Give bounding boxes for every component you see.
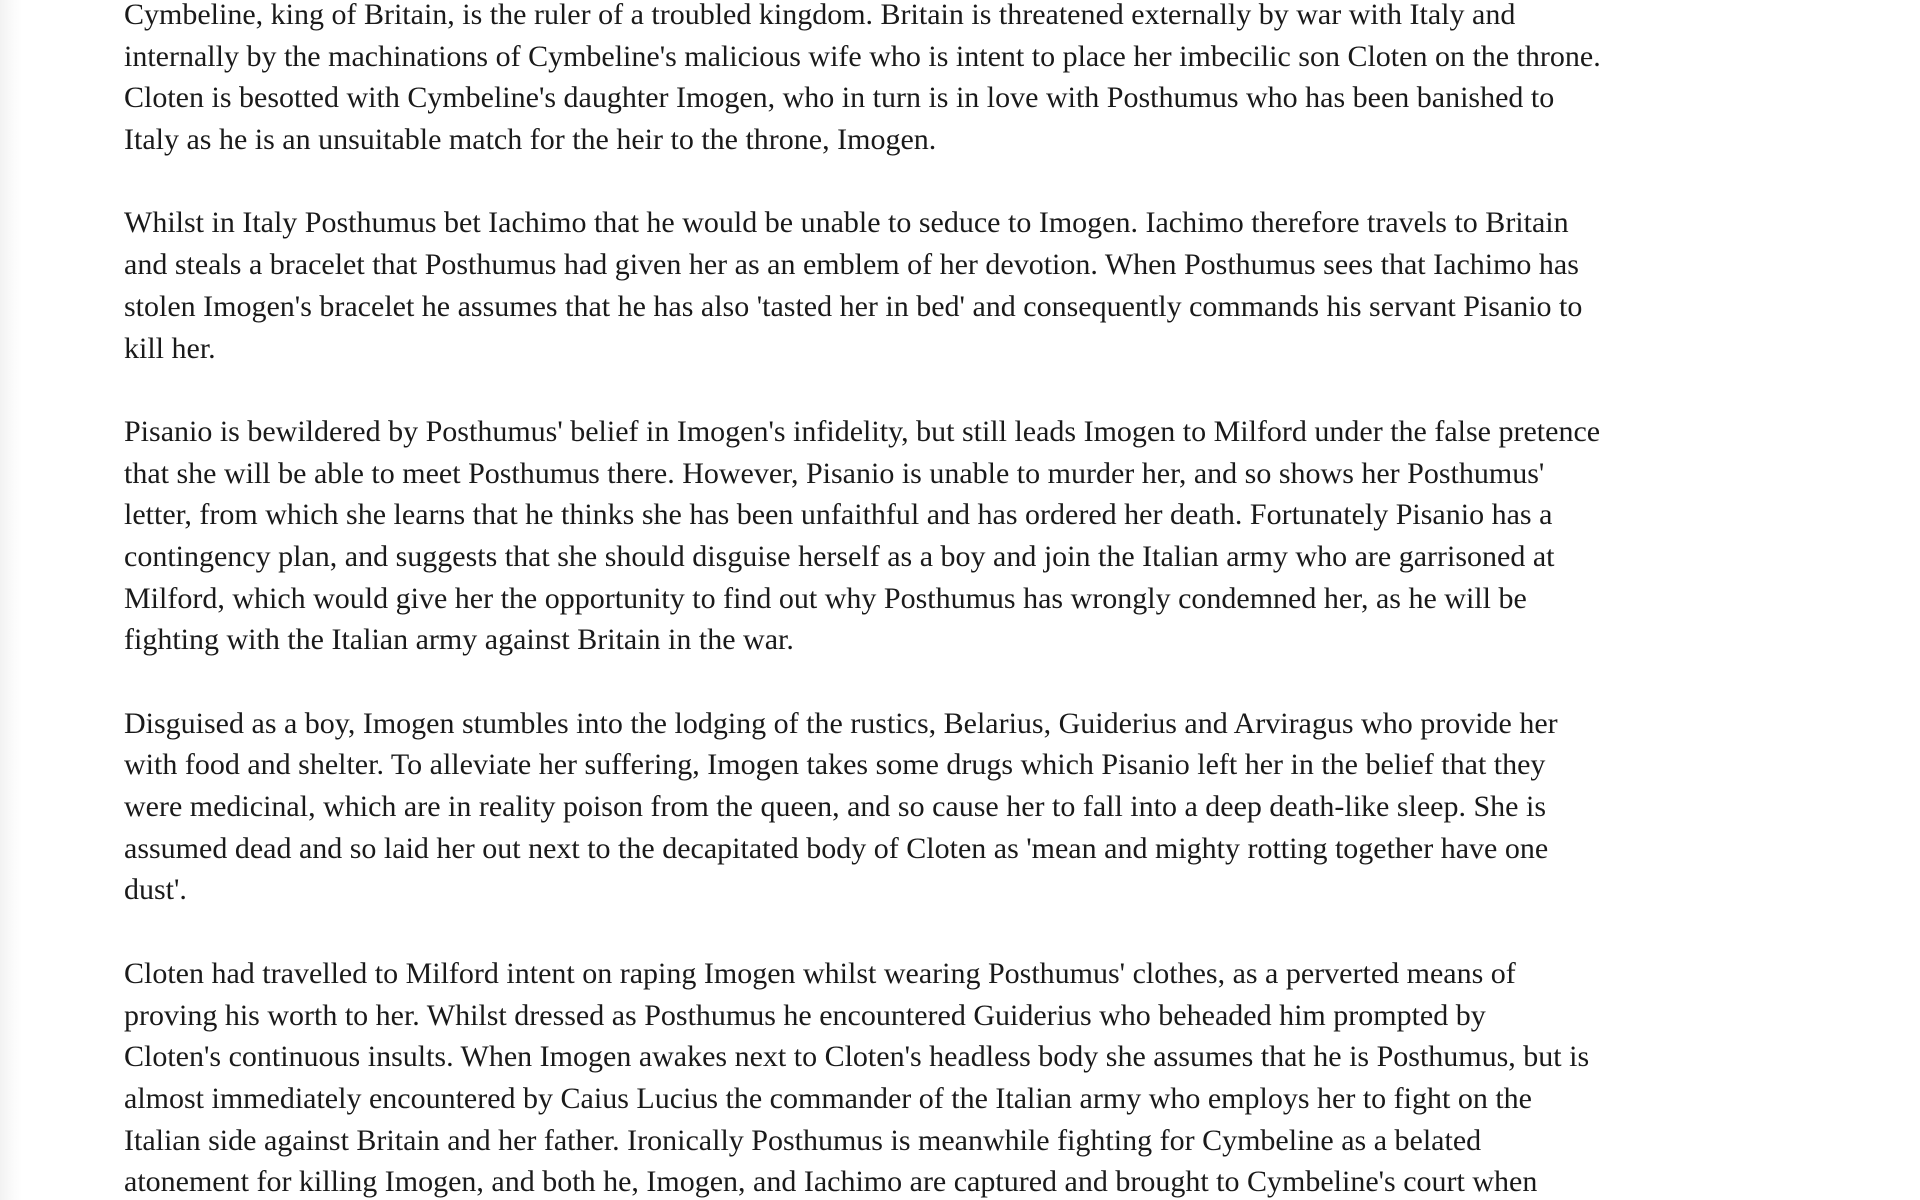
paragraph	[124, 0, 1904, 161]
text-line: Milford, which would give her the opportunity to find out why Posthumus has wrongly condemned her, as he will be	[124, 581, 1527, 615]
text-line: stolen Imogen's bracelet he assumes that he has also 'tasted her in bed' and consequently commands his servant Pisanio to	[124, 289, 1583, 323]
text-line: Whilst in Italy Posthumus bet Iachimo that he would be unable to seduce to Imogen. Iachimo therefore travels to Britain	[124, 206, 1569, 240]
text-line: Pisanio is bewildered by Posthumus' belief in Imogen's infidelity, but still leads Imogen to Milford under the false pretence	[124, 414, 1601, 448]
text-line: Cloten's continuous insults. When Imogen awakes next to Cloten's headless body she assumes that he is Posthumus, but is	[124, 1040, 1590, 1074]
paragraph	[124, 703, 1904, 911]
text-line: that she will be able to meet Posthumus there. However, Pisanio is unable to murder her, and so shows her Posthumus'	[124, 456, 1545, 490]
text-line: contingency plan, and suggests that she should disguise herself as a boy and join the Italian army who are garrisoned at	[124, 539, 1555, 573]
text-line: with food and shelter. To alleviate her suffering, Imogen takes some drugs which Pisanio left her in the belief that they	[124, 748, 1546, 782]
text-line: fighting with the Italian army against Britain in the war.	[124, 623, 794, 657]
text-line: Disguised as a boy, Imogen stumbles into the lodging of the rustics, Belarius, Guiderius and Arviragus who provide her	[124, 706, 1558, 740]
paragraph	[124, 411, 1904, 661]
text-line: dust'.	[124, 873, 187, 907]
text-line: Cymbeline, king of Britain, is the ruler of a troubled kingdom. Britain is threatened externally by war with Italy and	[124, 0, 1516, 31]
text-line: Cloten is besotted with Cymbeline's daughter Imogen, who in turn is in love with Posthumus who has been banished to	[124, 81, 1555, 115]
text-line: letter, from which she learns that he thinks she has been unfaithful and has ordered her death. Fortunately Pisanio has a	[124, 498, 1553, 532]
document-body	[124, 0, 1904, 1200]
paragraph	[124, 202, 1904, 369]
text-line: Italy as he is an unsuitable match for the heir to the throne, Imogen.	[124, 123, 937, 157]
text-line: assumed dead and so laid her out next to the decapitated body of Cloten as 'mean and mighty rotting together have one	[124, 831, 1549, 865]
text-line: kill her.	[124, 331, 216, 365]
text-line: and steals a bracelet that Posthumus had given her as an emblem of her devotion. When Posthumus sees that Iachimo has	[124, 248, 1579, 282]
text-line: proving his worth to her. Whilst dressed as Posthumus he encountered Guiderius who beheaded him prompted by	[124, 998, 1486, 1032]
text-line: Cloten had travelled to Milford intent on raping Imogen whilst wearing Posthumus' clothes, as a perverted means of	[124, 956, 1516, 990]
text-line: atonement for killing Imogen, and both he, Imogen, and Iachimo are captured and brought to Cymbeline's court when	[124, 1165, 1538, 1199]
text-line: Italian side against Britain and her father. Ironically Posthumus is meanwhile fighting for Cymbeline as a belated	[124, 1123, 1482, 1157]
text-line: internally by the machinations of Cymbeline's malicious wife who is intent to place her imbecilic son Cloten on the throne.	[124, 39, 1601, 73]
text-line: almost immediately encountered by Caius Lucius the commander of the Italian army who employs her to fight on the	[124, 1081, 1532, 1115]
paragraph	[124, 953, 1904, 1200]
text-line: were medicinal, which are in reality poison from the queen, and so cause her to fall into a deep death-like sleep. She is	[124, 790, 1547, 824]
page-left-edge-shadow	[0, 0, 22, 1200]
